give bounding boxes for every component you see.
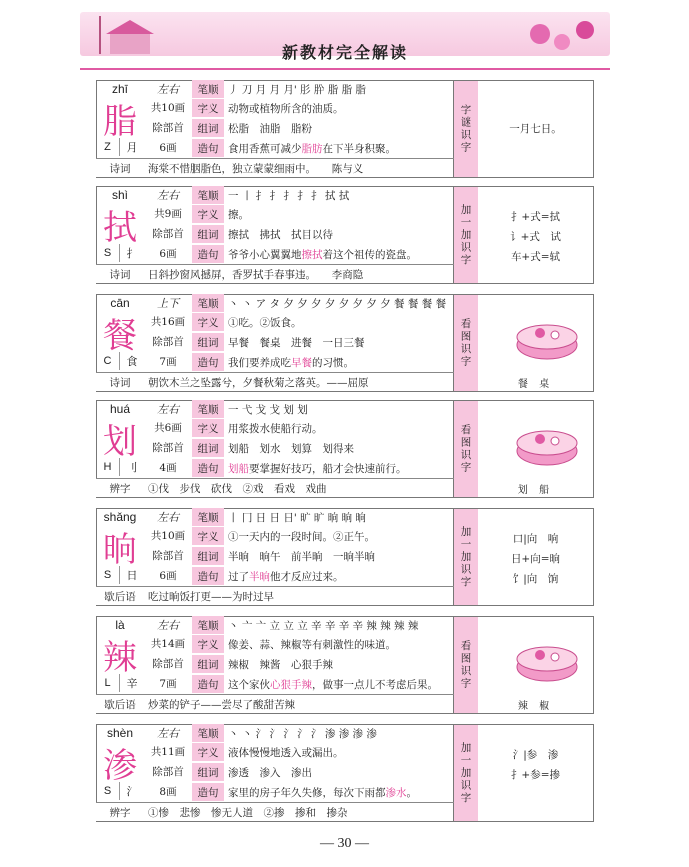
bottom-row	[96, 158, 454, 176]
meaning: 擦。	[228, 208, 249, 221]
sentence	[228, 783, 450, 801]
char-entry	[96, 80, 594, 178]
bottom-label: 诗词	[96, 373, 144, 391]
sentence-highlight: 早餐	[291, 356, 312, 369]
words: 划船 划水 划算 划得来	[228, 442, 354, 455]
pinyin: shǎng	[103, 510, 137, 524]
radical: 刂	[126, 461, 138, 474]
radical-info: 除部首	[152, 765, 184, 778]
pinyin: shèn	[106, 726, 134, 740]
side-formula: 讠+式 试	[510, 230, 561, 243]
bottom-label: 歇后语	[96, 695, 144, 713]
side-formula: 扌+式=拭	[510, 210, 561, 223]
side-panel	[454, 80, 594, 178]
bottom-label: 诗词	[96, 159, 144, 177]
words-label: 组词	[192, 655, 224, 673]
stroke-order-label: 笔顺	[192, 186, 224, 204]
main-character: 划	[103, 421, 137, 462]
meaning-label: 字义	[192, 419, 224, 437]
page-header	[80, 12, 610, 74]
stroke-order-label: 笔顺	[192, 80, 224, 98]
words-label: 组词	[192, 119, 224, 137]
side-label: 加一加识字	[454, 725, 478, 821]
pinyin: shì	[111, 188, 128, 202]
side-formula: 一月七日。	[509, 122, 562, 135]
radical: 日	[126, 569, 138, 582]
sentence-pre: 过了	[228, 570, 249, 583]
words: 松脂 油脂 脂粉	[228, 122, 312, 135]
side-panel	[454, 186, 594, 284]
bottom-text: ①惨 悲惨 惨无人道 ②掺 掺和 掺杂	[148, 806, 348, 819]
bottom-label: 诗词	[96, 265, 144, 283]
pinyin: cān	[110, 296, 130, 310]
sentence-label: 造句	[192, 459, 224, 477]
sentence-highlight: 脂肪	[301, 142, 323, 155]
side-panel	[454, 508, 594, 606]
radical-info: 除部首	[152, 657, 184, 670]
main-character: 脂	[103, 101, 137, 142]
side-formula: 饣|向 饷	[512, 572, 559, 585]
illustration-caption: 餐 桌	[517, 379, 554, 390]
index-letter: S	[96, 566, 120, 584]
pinyin: zhī	[111, 82, 128, 96]
side-label: 加一加识字	[454, 187, 478, 283]
structure: 上下	[157, 297, 179, 310]
stroke-count: 共6画	[154, 421, 182, 434]
remaining-strokes: 4画	[159, 461, 177, 474]
bottom-row	[96, 802, 454, 820]
stroke-count: 共9画	[154, 207, 182, 220]
remaining-strokes: 7画	[159, 677, 177, 690]
words: 辣椒 辣酱 心狠手辣	[228, 658, 333, 671]
stroke-order: 丶 丶 氵 氵 氵 氵 氵 渗 渗 渗 渗	[228, 727, 377, 740]
side-panel	[454, 724, 594, 822]
pinyin: huá	[109, 402, 131, 416]
stroke-count: 共11画	[150, 745, 186, 758]
side-label: 字谜识字	[454, 81, 478, 177]
stroke-order-label: 笔顺	[192, 294, 224, 312]
bottom-row	[96, 264, 454, 282]
index-letter: C	[96, 352, 120, 370]
side-content	[478, 617, 593, 713]
side-formula: 扌+参=掺	[510, 768, 561, 781]
meaning-label: 字义	[192, 527, 224, 545]
sentence-post: 他才反应过来。	[270, 570, 344, 583]
stroke-order: 丶 亠 亠 立 立 立 辛 辛 辛 辛 辣 辣 辣 辣	[228, 619, 419, 632]
main-character: 拭	[103, 207, 137, 248]
structure: 左右	[157, 83, 179, 96]
sentence-label: 造句	[192, 139, 224, 157]
radical: 食	[126, 355, 138, 368]
structure: 左右	[157, 189, 179, 202]
side-content	[478, 401, 593, 497]
stroke-order-label: 笔顺	[192, 724, 224, 742]
index-letter: S	[96, 244, 120, 262]
sentence-pre: 爷爷小心翼翼地	[228, 248, 302, 261]
side-content	[478, 295, 593, 391]
sentence-pre: 这个家伙	[228, 678, 270, 691]
illustration-caption: 辣 椒	[517, 701, 554, 712]
char-entry	[96, 724, 594, 822]
words-label: 组词	[192, 547, 224, 565]
radical-info: 除部首	[152, 549, 184, 562]
sentence-label: 造句	[192, 353, 224, 371]
side-panel	[454, 400, 594, 498]
meaning: 液体慢慢地透入或漏出。	[228, 746, 344, 759]
stroke-count: 共10画	[150, 529, 186, 542]
sentence-pre: 我们要养成吃	[228, 356, 291, 369]
remaining-strokes: 6画	[159, 141, 177, 154]
index-letter: H	[96, 458, 120, 476]
bottom-row	[96, 586, 454, 604]
remaining-strokes: 6画	[159, 247, 177, 260]
sentence	[228, 567, 450, 585]
bottom-row	[96, 478, 454, 496]
side-content	[478, 725, 593, 821]
stroke-count: 共16画	[150, 315, 186, 328]
bottom-text: 朝饮木兰之坠露兮，夕餐秋菊之落英。——屈原	[148, 376, 369, 389]
words: 渗透 渗入 渗出	[228, 766, 312, 779]
index-letter: S	[96, 782, 120, 800]
stroke-order-label: 笔顺	[192, 400, 224, 418]
side-formula: 氵|参 渗	[512, 748, 559, 761]
char-entry	[96, 508, 594, 606]
words: 擦拭 拂拭 拭目以待	[228, 228, 333, 241]
meaning: ①一天内的一段时间。②正午。	[228, 530, 375, 543]
side-label: 看图识字	[454, 295, 478, 391]
side-content	[478, 509, 593, 605]
sentence-post: 着这个祖传的瓷盘。	[322, 248, 417, 261]
char-entry	[96, 186, 594, 284]
page-number: — 30 —	[320, 836, 369, 851]
side-panel	[454, 294, 594, 392]
words-label: 组词	[192, 225, 224, 243]
meaning-label: 字义	[192, 205, 224, 223]
main-character: 辣	[103, 637, 137, 678]
stroke-order: 丨 冂 日 日 日' 旷 旷 晌 晌 晌	[228, 511, 366, 524]
sentence-label: 造句	[192, 675, 224, 693]
meaning-label: 字义	[192, 743, 224, 761]
sentence-post: 的习惯。	[312, 356, 354, 369]
remaining-strokes: 6画	[159, 569, 177, 582]
char-entry	[96, 616, 594, 714]
char-entry	[96, 400, 594, 498]
stroke-order-label: 笔顺	[192, 616, 224, 634]
sentence-label: 造句	[192, 783, 224, 801]
stroke-count: 共10画	[150, 101, 186, 114]
main-character: 渗	[103, 745, 137, 786]
remaining-strokes: 7画	[159, 355, 177, 368]
side-content	[478, 81, 593, 177]
side-formula: 车+式=轼	[510, 250, 561, 263]
structure: 左右	[157, 619, 179, 632]
meaning: ①吃。②饭食。	[228, 316, 302, 329]
side-formula: 日+向=晌	[510, 552, 561, 565]
stroke-order: 一 弋 戈 戈 划 划	[228, 403, 308, 416]
meaning-label: 字义	[192, 99, 224, 117]
meaning: 动物或植物所含的油质。	[228, 102, 344, 115]
sentence-post: 在下半身积聚。	[322, 142, 396, 155]
words: 半晌 晌午 前半晌 一晌半晌	[228, 550, 375, 563]
bottom-label: 歇后语	[96, 587, 144, 605]
char-entry	[96, 294, 594, 392]
sentence-pre: 家里的房子年久失修，每次下雨都	[228, 786, 386, 799]
radical-info: 除部首	[152, 227, 184, 240]
side-label: 加一加识字	[454, 509, 478, 605]
side-label: 看图识字	[454, 401, 478, 497]
side-panel	[454, 616, 594, 714]
bottom-label: 辨字	[96, 803, 144, 821]
main-character: 餐	[103, 315, 137, 356]
meaning: 用浆拨水使船行动。	[228, 422, 323, 435]
sentence-post: 。	[406, 786, 417, 799]
meaning: 像姜、蒜、辣椒等有刺激性的味道。	[228, 638, 396, 651]
stroke-order: 丿 刀 月 月 月' 肜 肸 脂 脂 脂	[228, 83, 366, 96]
meaning-label: 字义	[192, 313, 224, 331]
sentence	[228, 353, 450, 371]
bottom-text: 海棠不惜胭脂色，独立蒙蒙细雨中。 陈与义	[148, 162, 364, 175]
structure: 左右	[157, 511, 179, 524]
index-letter: Z	[96, 138, 120, 156]
sentence	[228, 459, 450, 477]
sentence-highlight: 划船	[228, 462, 249, 475]
side-content	[478, 187, 593, 283]
remaining-strokes: 8画	[159, 785, 177, 798]
stroke-count: 共14画	[150, 637, 186, 650]
pinyin: là	[115, 618, 125, 632]
radical: 辛	[126, 677, 138, 690]
words-label: 组词	[192, 763, 224, 781]
stroke-order-label: 笔顺	[192, 508, 224, 526]
sentence-highlight: 心狠手辣	[270, 678, 312, 691]
bottom-text: ①伐 步伐 砍伐 ②戏 看戏 戏曲	[148, 482, 327, 495]
main-character: 晌	[103, 529, 137, 570]
stroke-order: 一 丨 扌 扌 扌 扌 扌 拭 拭	[228, 189, 350, 202]
bottom-text: 吃过晌饭打更——为时过早	[148, 590, 274, 603]
stroke-order: 丶 丶 ア タ 夕 夕 夕 夕 夕 夕 夕 夕 餐 餐 餐 餐	[228, 297, 447, 310]
meaning-label: 字义	[192, 635, 224, 653]
side-formula: 口|向 响	[512, 532, 559, 545]
bottom-text: 日斜抄窗风撼屏，香罗拭手春事违。 李商隐	[148, 268, 364, 281]
illustration-icon	[500, 305, 594, 367]
sentence-highlight: 擦拭	[301, 248, 323, 261]
bottom-label: 辨字	[96, 479, 144, 497]
radical: 氵	[126, 785, 138, 798]
structure: 左右	[157, 403, 179, 416]
sentence-label: 造句	[192, 567, 224, 585]
header-title: 新教材完全解读	[281, 43, 408, 62]
side-label: 看图识字	[454, 617, 478, 713]
radical-info: 除部首	[152, 335, 184, 348]
radical: 月	[126, 141, 138, 154]
sentence-label: 造句	[192, 245, 224, 263]
sentence	[228, 675, 450, 693]
bottom-row	[96, 694, 454, 712]
illustration-caption: 划 船	[517, 485, 554, 496]
structure: 左右	[157, 727, 179, 740]
sentence	[228, 139, 450, 157]
bottom-text: 炒菜的铲子——尝尽了酸甜苦辣	[148, 698, 295, 711]
sentence-pre: 食用香蕉可减少	[228, 142, 302, 155]
bottom-row	[96, 372, 454, 390]
index-letter: L	[96, 674, 120, 692]
header-rule	[80, 68, 610, 70]
sentence	[228, 245, 450, 263]
words-label: 组词	[192, 439, 224, 457]
radical-info: 除部首	[152, 121, 184, 134]
radical: 扌	[126, 247, 138, 260]
sentence-post: ，做事一点儿不考虑后果。	[312, 678, 438, 691]
radical-info: 除部首	[152, 441, 184, 454]
sentence-highlight: 半晌	[249, 570, 270, 583]
illustration-icon	[500, 627, 594, 689]
illustration-icon	[500, 411, 594, 473]
sentence-post: 要掌握好技巧，船才会快速前行。	[249, 462, 407, 475]
sentence-highlight: 渗水	[385, 786, 407, 799]
words: 早餐 餐桌 进餐 一日三餐	[228, 336, 365, 349]
words-label: 组词	[192, 333, 224, 351]
